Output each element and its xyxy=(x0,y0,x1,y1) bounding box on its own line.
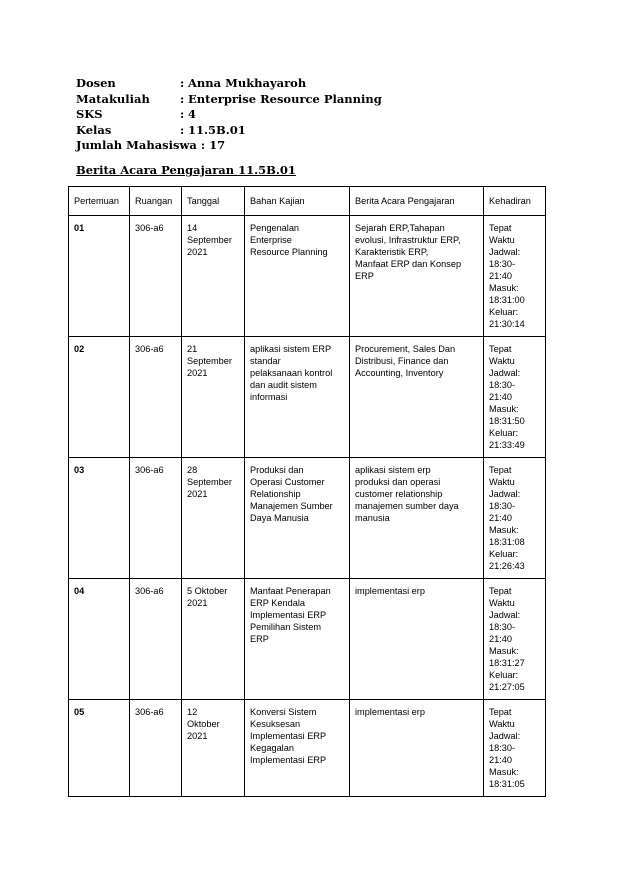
cell-berita-acara xyxy=(350,216,484,337)
bahan-line: ERP Kendala xyxy=(250,598,305,608)
kehadiran-line: Jadwal: xyxy=(489,247,521,257)
cell-kehadiran xyxy=(484,216,546,337)
tanggal-line: 5 Oktober xyxy=(187,586,228,596)
kehadiran-line: 21:40 xyxy=(489,271,512,281)
dosen-row xyxy=(76,76,382,92)
berita-line: Manfaat ERP dan Konsep xyxy=(355,259,462,269)
sks-value: 4 xyxy=(188,107,197,121)
tanggal-line: 2021 xyxy=(187,731,208,741)
kehadiran-line: 21:33:49 xyxy=(489,440,525,450)
berita-line: implementasi erp xyxy=(355,586,425,596)
cell-berita-acara xyxy=(350,337,484,458)
berita-line: Accounting, Inventory xyxy=(355,368,444,378)
berita-line: produksi dan operasi xyxy=(355,477,441,487)
bahan-line: dan audit sistem xyxy=(250,380,317,390)
kehadiran-line: Tepat xyxy=(489,586,512,596)
kehadiran-line: 21:40 xyxy=(489,634,512,644)
cell-berita-acara xyxy=(350,700,484,797)
bahan-line: Enterprise xyxy=(250,235,292,245)
header-tanggal: Tanggal xyxy=(182,187,245,216)
cell-tanggal xyxy=(182,458,245,579)
cell-kehadiran xyxy=(484,579,546,700)
berita-line: Procurement, Sales Dan xyxy=(355,344,456,354)
kelas-label: Kelas xyxy=(76,122,112,137)
berita-line: implementasi erp xyxy=(355,707,425,717)
tanggal-line: 12 xyxy=(187,707,198,717)
jumlah-value: 17 xyxy=(209,138,226,152)
kehadiran-line: Waktu xyxy=(489,356,515,366)
cell-pertemuan: 05 xyxy=(69,700,130,797)
kehadiran-line: 18:31:08 xyxy=(489,537,525,547)
bahan-line: Kesuksesan xyxy=(250,719,301,729)
kehadiran-line: Masuk: xyxy=(489,283,519,293)
bahan-line: ERP xyxy=(250,634,269,644)
kehadiran-line: Keluar: xyxy=(489,670,519,680)
tanggal-line: 21 xyxy=(187,344,198,354)
cell-ruangan: 306-a6 xyxy=(130,700,182,797)
kehadiran-line: Masuk: xyxy=(489,404,519,414)
cell-berita-acara xyxy=(350,579,484,700)
tanggal-line: September xyxy=(187,356,232,366)
kehadiran-line: Keluar: xyxy=(489,307,519,317)
cell-kehadiran xyxy=(484,458,546,579)
cell-pertemuan: 01 xyxy=(69,216,130,337)
berita-line: manusia xyxy=(355,513,390,523)
bahan-line: Operasi Customer xyxy=(250,477,325,487)
course-info xyxy=(76,76,382,154)
kehadiran-line: 18:31:27 xyxy=(489,658,525,668)
kehadiran-line: Keluar: xyxy=(489,549,519,559)
sks-label: SKS xyxy=(76,107,103,121)
section-title: Berita Acara Pengajaran 11.5B.01 xyxy=(76,163,296,177)
kehadiran-line: Keluar: xyxy=(489,428,519,438)
cell-kehadiran xyxy=(484,700,546,797)
bahan-line: Produksi dan xyxy=(250,465,304,475)
kehadiran-line: 18:31:50 xyxy=(489,416,525,426)
matakuliah-value: Enterprise Resource Planning xyxy=(188,91,382,106)
kehadiran-line: 21:40 xyxy=(489,513,512,523)
cell-pertemuan: 04 xyxy=(69,579,130,700)
kehadiran-line: Waktu xyxy=(489,477,515,487)
cell-tanggal xyxy=(182,337,245,458)
kehadiran-line: 21:40 xyxy=(489,392,512,402)
berita-line: evolusi, Infrastruktur ERP, xyxy=(355,235,461,245)
kehadiran-line: 18:30- xyxy=(489,380,516,390)
matakuliah-separator: : xyxy=(180,91,185,106)
table-row xyxy=(69,337,546,458)
kehadiran-line: Masuk: xyxy=(489,767,519,777)
kehadiran-line: Jadwal: xyxy=(489,489,521,499)
berita-line: Karakteristik ERP, xyxy=(355,247,429,257)
kehadiran-line: Jadwal: xyxy=(489,731,521,741)
bahan-line: Implementasi ERP xyxy=(250,610,327,620)
matakuliah-row xyxy=(76,92,382,108)
kehadiran-line: 21:27:05 xyxy=(489,682,525,692)
cell-bahan-kajian xyxy=(245,700,350,797)
kehadiran-line: Masuk: xyxy=(489,646,519,656)
berita-line: manajemen sumber daya xyxy=(355,501,459,511)
cell-tanggal xyxy=(182,216,245,337)
kelas-separator: : xyxy=(180,122,185,137)
kehadiran-line: 18:30- xyxy=(489,622,516,632)
berita-line: aplikasi sistem erp xyxy=(355,465,431,475)
bahan-line: Konversi Sistem xyxy=(250,707,317,717)
bahan-line: informasi xyxy=(250,392,288,402)
berita-line: customer relationship xyxy=(355,489,443,499)
bahan-line: Pengenalan xyxy=(250,223,300,233)
berita-line: ERP xyxy=(355,271,374,281)
jumlah-separator: : xyxy=(200,138,206,152)
kehadiran-line: Waktu xyxy=(489,598,515,608)
tanggal-line: 14 xyxy=(187,223,198,233)
kehadiran-line: 18:31:05 xyxy=(489,779,525,789)
kehadiran-line: 18:30- xyxy=(489,259,516,269)
dosen-value: Anna Mukhayaroh xyxy=(188,76,307,90)
bahan-line: Implementasi ERP xyxy=(250,755,327,765)
tanggal-line: Oktober xyxy=(187,719,220,729)
bahan-line: Daya Manusia xyxy=(250,513,309,523)
cell-berita-acara xyxy=(350,458,484,579)
matakuliah-label: Matakuliah xyxy=(76,91,150,106)
header-bahan-kajian: Bahan Kajian xyxy=(245,187,350,216)
header-berita-acara: Berita Acara Pengajaran xyxy=(350,187,484,216)
cell-bahan-kajian xyxy=(245,579,350,700)
tanggal-line: 2021 xyxy=(187,368,208,378)
bahan-line: Relationship xyxy=(250,489,301,499)
berita-line: Sejarah ERP,Tahapan xyxy=(355,223,445,233)
cell-bahan-kajian xyxy=(245,216,350,337)
sks-row xyxy=(76,107,382,123)
cell-pertemuan: 03 xyxy=(69,458,130,579)
berita-line: Distribusi, Finance dan xyxy=(355,356,449,366)
kehadiran-line: 18:30- xyxy=(489,743,516,753)
tanggal-line: 2021 xyxy=(187,247,208,257)
kehadiran-line: Jadwal: xyxy=(489,368,521,378)
kehadiran-line: Waktu xyxy=(489,719,515,729)
attendance-table xyxy=(68,186,546,797)
cell-ruangan: 306-a6 xyxy=(130,458,182,579)
cell-tanggal xyxy=(182,579,245,700)
cell-ruangan: 306-a6 xyxy=(130,216,182,337)
jumlah-row xyxy=(76,138,382,154)
cell-tanggal xyxy=(182,700,245,797)
kehadiran-line: Tepat xyxy=(489,223,512,233)
cell-bahan-kajian xyxy=(245,337,350,458)
bahan-line: Manajemen Sumber xyxy=(250,501,333,511)
kehadiran-line: Tepat xyxy=(489,707,512,717)
table-row xyxy=(69,579,546,700)
kehadiran-line: Jadwal: xyxy=(489,610,521,620)
header-ruangan: Ruangan xyxy=(130,187,182,216)
bahan-line: aplikasi sistem ERP xyxy=(250,344,332,354)
header-kehadiran: Kehadiran xyxy=(484,187,546,216)
tanggal-line: September xyxy=(187,477,232,487)
dosen-label: Dosen xyxy=(76,76,116,90)
kehadiran-line: 18:30- xyxy=(489,501,516,511)
tanggal-line: 28 xyxy=(187,465,198,475)
tanggal-line: 2021 xyxy=(187,598,208,608)
table-row xyxy=(69,700,546,797)
table-row xyxy=(69,458,546,579)
kehadiran-line: 18:31:00 xyxy=(489,295,525,305)
tanggal-line: 2021 xyxy=(187,489,208,499)
kehadiran-line: Tepat xyxy=(489,465,512,475)
bahan-line: Resource Planning xyxy=(250,247,328,257)
bahan-line: Implementasi ERP xyxy=(250,731,327,741)
bahan-line: standar xyxy=(250,356,281,366)
jumlah-label: Jumlah Mahasiswa xyxy=(76,138,197,152)
cell-bahan-kajian xyxy=(245,458,350,579)
dosen-separator: : xyxy=(180,76,185,90)
kehadiran-line: 21:40 xyxy=(489,755,512,765)
kehadiran-line: 21:26:43 xyxy=(489,561,525,571)
kelas-row xyxy=(76,123,382,139)
table-row xyxy=(69,216,546,337)
bahan-line: Pemilihan Sistem xyxy=(250,622,321,632)
bahan-line: Kegagalan xyxy=(250,743,294,753)
cell-pertemuan: 02 xyxy=(69,337,130,458)
table-header-row xyxy=(69,187,546,216)
cell-ruangan: 306-a6 xyxy=(130,337,182,458)
kelas-value: 11.5B.01 xyxy=(188,122,246,137)
kehadiran-line: 21:30:14 xyxy=(489,319,525,329)
cell-kehadiran xyxy=(484,337,546,458)
sks-separator: : xyxy=(180,107,185,121)
kehadiran-line: Masuk: xyxy=(489,525,519,535)
kehadiran-line: Tepat xyxy=(489,344,512,354)
bahan-line: pelaksanaan kontrol xyxy=(250,368,333,378)
tanggal-line: September xyxy=(187,235,232,245)
cell-ruangan: 306-a6 xyxy=(130,579,182,700)
header-pertemuan: Pertemuan xyxy=(69,187,130,216)
kehadiran-line: Waktu xyxy=(489,235,515,245)
bahan-line: Manfaat Penerapan xyxy=(250,586,331,596)
